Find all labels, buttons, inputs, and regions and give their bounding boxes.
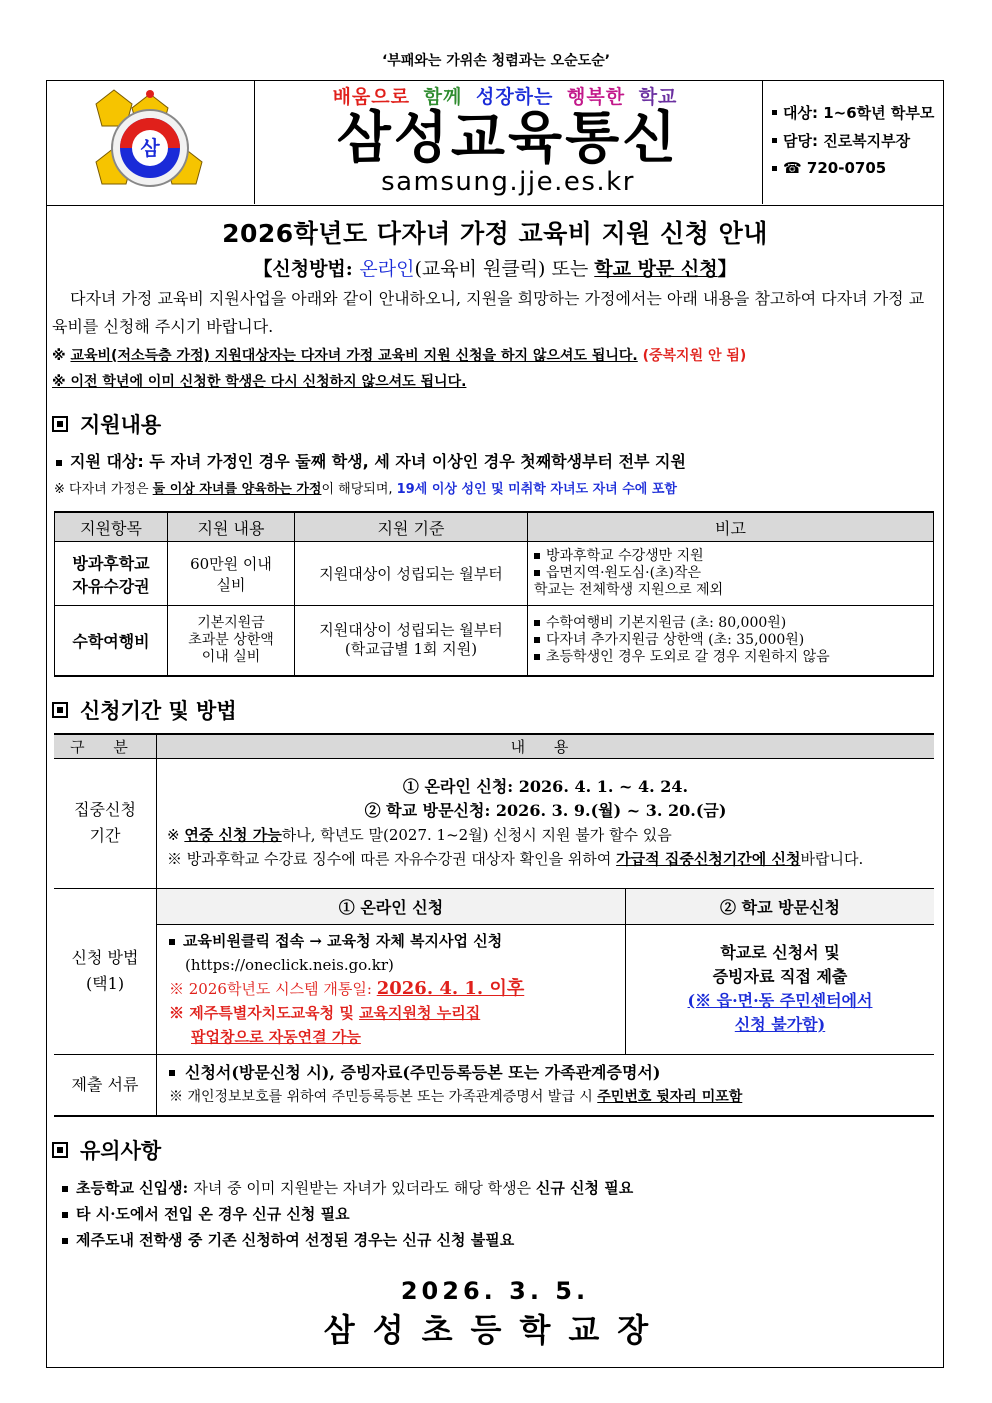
precautions-list xyxy=(52,1175,938,1253)
newsletter-header xyxy=(46,80,944,206)
slogan-word: 행복한 xyxy=(567,86,626,108)
list-item: 초등학교 신입생: 자녀 중 이미 지원받는 자녀가 있더라도 해당 학생은 신규 신청 필요 xyxy=(62,1175,938,1201)
slogan-word: 배움으로 xyxy=(332,86,410,108)
school-url: samsung.jje.es.kr xyxy=(381,167,635,197)
issue-date: 2026. 3. 5. xyxy=(400,1277,590,1305)
application-method: 【신청방법: 온라인(교육비 원클릭) 또는 학교 방문 신청】 xyxy=(253,258,737,280)
slogan-word: 함께 xyxy=(423,86,463,108)
emblem-letter: 삼 xyxy=(140,136,160,160)
section-support-content: 지원내용 xyxy=(52,409,938,439)
newsletter-title: 삼성교육통신 xyxy=(336,106,680,171)
slogan-word: 성장하는 xyxy=(475,86,554,108)
main-content xyxy=(52,206,938,1351)
column-header: 지원항목 xyxy=(55,512,168,542)
support-table xyxy=(54,511,934,677)
column-header: 내 용 xyxy=(157,734,935,759)
column-header: 지원 내용 xyxy=(168,512,295,542)
section-box-icon xyxy=(52,416,68,432)
page-title: 2026학년도 다자녀 가정 교육비 지원 신청 안내 xyxy=(222,219,768,248)
multi-child-note: ※ 다자녀 가정은 둘 이상 자녀를 양육하는 가정이 해당되며, 19세 이상 성인 및 미취학 자녀도 자녀 수에 포함 xyxy=(54,482,677,497)
motto: ‘부패와는 가위손 청렴과는 오순도순’ xyxy=(381,53,611,69)
table-row: 집중신청 기간 ① 온라인 신청: 2026. 4. 1. ~ 4. 24. ② 학교 방문신청: 2026. 3. 9.(월) ~ 3. 20.(금) ※ 연중 신청 가능하나, 학년도 말(2027. 1~2월) 신청시 지원 불가 할수 있음 ※ 방과후학교 수강료 징수에 따른 자유수강권 대상자 확인을 위하여 가급적 집중신청기간에 신청바랍니다. xyxy=(54,758,934,888)
note-previous-applicants: ※ 이전 학년에 이미 신청한 학생은 다시 신청하지 않으셔도 됩니다. xyxy=(52,374,467,390)
support-target: 지원 대상: 두 자녀 가정인 경우 둘째 학생, 세 자녀 이상인 경우 첫째학생부터 전부 지원 xyxy=(52,449,938,472)
slogan-word: 학교 xyxy=(638,86,678,108)
online-text: 온라인 xyxy=(359,258,415,280)
table-row: 교육비원클릭 접속 → 교육청 자체 복지사업 신청 (https://oneclick.neis.go.kr) ※ 2026학년도 시스템 개통일: 2026. 4. 1. 이후 ※ 제주특별자치도교육청 및 교육지원청 누리집 팝업창으로 자동연결 가능 학교로 신청서 및 증빙자료 직접 제출 (※ 읍·면·동 주민센터에서 신청 불가함) xyxy=(54,924,934,1054)
table-row: 방과후학교 자유수강권 60만원 이내 실비 지원대상이 성립되는 월부터 방과후학교 수강생만 지원 읍면지역·원도심·(초)작은 학교는 전체학생 지원으로 제외 xyxy=(55,542,934,606)
contact-info-cell xyxy=(762,80,942,204)
masthead-cell xyxy=(254,80,763,204)
school-logo-cell xyxy=(46,80,255,204)
school-emblem-icon xyxy=(46,80,254,204)
section-precautions: 유의사항 xyxy=(52,1135,938,1165)
intro-paragraph: 다자녀 가정 교육비 지원사업을 아래와 같이 안내하오니, 지원을 희망하는 가정에서는 아래 내용을 참고하여 다자녀 가정 교육비를 신청해 주시기 바랍니다. xyxy=(52,289,925,336)
column-header: 비고 xyxy=(528,512,934,542)
section-box-icon xyxy=(52,702,68,718)
principal-signature: 삼성초등학교장 xyxy=(323,1311,667,1349)
section-period-method: 신청기간 및 방법 xyxy=(52,695,938,725)
school-slogan xyxy=(254,82,762,109)
column-header: 지원 기준 xyxy=(295,512,528,542)
column-header: 구 분 xyxy=(54,734,157,759)
section-box-icon xyxy=(52,1142,68,1158)
info-manager: 담당: 진로복지부장 xyxy=(772,126,942,154)
note-duplicate-support: ※ 교육비(저소득층 가정) 지원대상자는 다자녀 가정 교육비 지원 신청을 하지 않으셔도 됩니다. (중복지원 안 됨) xyxy=(52,348,747,364)
info-phone: ☎ 720-0705 xyxy=(772,154,942,182)
application-table: 구 분 내 용 집중신청 기간 ① 온라인 신청: 2026. 4. 1. ~ 4. 24. ② 학교 방문신청: 2026. 3. 9.(월) ~ 3. 20.(금) ※ 연중 신청 가능하나, 학년도 말(2027. 1~2월) 신청시 지원 불가 할수 있음 ※ 방과후학교 수강료 징수에 따른 자유수강권 대상자 확인을 위하여 가급적 집중신청기간에 신청바랍니다. 신청 방법 (택1) ① 온라인 신청 ② 학교 방문신청 교육비원클릭 접속 → 교육청 자체 복지사업 신청 (https://oneclick.neis.go.kr) ※ 2026학년도 시스템 개통일: 2026. 4. 1. 이후 ※ 제주특별자치도교육청 및 교육지원청 누리집 팝업창으로 자동연결 가능 학교로 신청서 및 증빙자료 직접 제출 (※ 읍·면·동 주민센터에서 신청 불가함) 제출 서류 신청서(방문신청 시), 증빙자료(주민등록등본 또는 가족관계증명서) ※ 개인정보보호를 위하여 주민등록등본 또는 가족관계증명서 발급 시 주민번호 뒷자리 미포함 xyxy=(54,733,934,1118)
table-row: 제출 서류 신청서(방문신청 시), 증빙자료(주민등록등본 또는 가족관계증명서) ※ 개인정보보호를 위하여 주민등록등본 또는 가족관계증명서 발급 시 주민번호 뒷자리 미포함 xyxy=(54,1054,934,1116)
info-target: 대상: 1~6학년 학부모 xyxy=(772,98,942,126)
list-item: 타 시·도에서 전입 온 경우 신규 신청 필요 xyxy=(62,1201,938,1227)
table-row: 수학여행비 기본지원금 초과분 상한액 이내 실비 지원대상이 성립되는 월부터 (학교급별 1회 지원) 수학여행비 기본지원금 (초: 80,000원) 다자녀 추가지원금 상한액 (초: 35,000원) 초등학생인 경우 도외로 갈 경우 지원하지 않음 xyxy=(55,606,934,676)
list-item: 제주도내 전학생 중 기존 신청하여 선정된 경우는 신규 신청 불필요 xyxy=(62,1227,938,1253)
